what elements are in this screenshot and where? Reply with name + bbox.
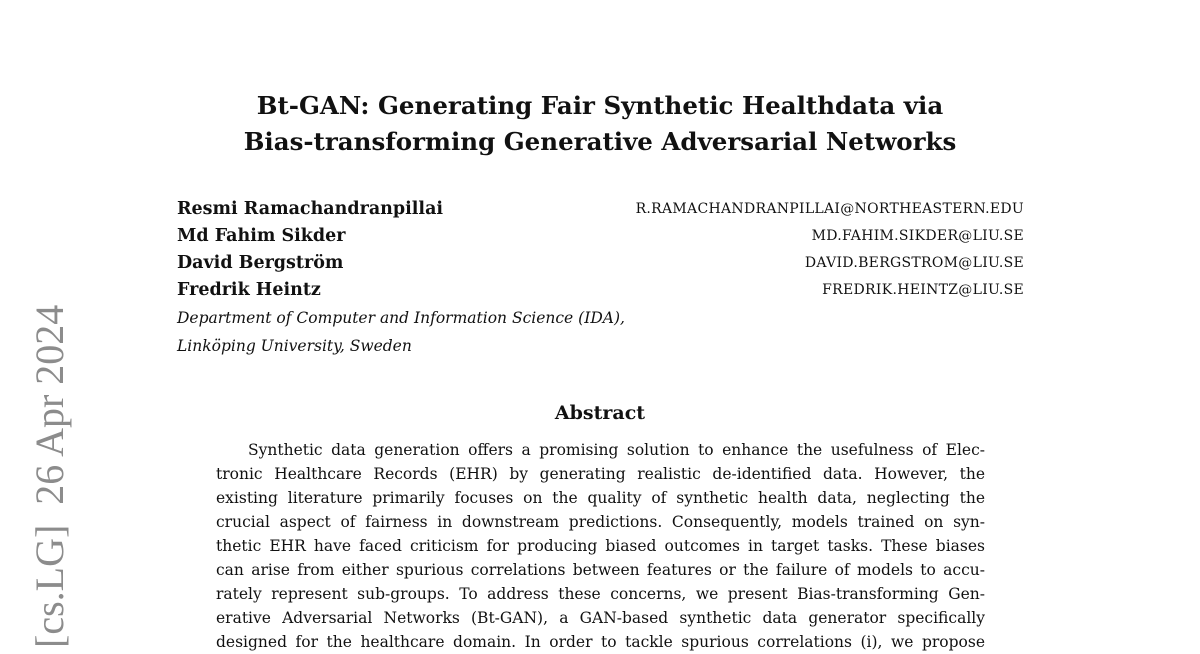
- affiliation-line-1: Department of Computer and Information Science (IDA),: [177, 309, 625, 327]
- author-row: [177, 196, 1024, 223]
- author-name: Fredrik Heintz: [177, 280, 321, 300]
- arxiv-identifier-stamp: [26, 305, 74, 648]
- paper-title-line-2: Bias-transforming Generative Adversarial Networks: [243, 127, 957, 156]
- author-row: [177, 277, 1024, 304]
- author-row: [177, 223, 1024, 250]
- abstract-line: Synthetic data generation offers a promising solution to enhance the usefulness of Elec-: [248, 441, 985, 459]
- author-name: Resmi Ramachandranpillai: [177, 199, 444, 219]
- paper-title: [0, 88, 1200, 160]
- arxiv-category: [cs.LG]: [27, 524, 72, 648]
- author-email: R.RAMACHANDRANPILLAI@NORTHEASTERN.EDU: [635, 201, 1024, 217]
- abstract-line: rately represent sub-groups. To address these concerns, we present Bias-transforming Gen-: [216, 585, 985, 603]
- author-row: [177, 250, 1024, 277]
- affiliation: [177, 304, 1024, 360]
- author-email: FREDRIK.HEINTZ@LIU.SE: [822, 282, 1024, 298]
- abstract-line: designed for the healthcare domain. In order to tackle spurious correlations (i), we propose: [216, 633, 985, 651]
- abstract-line: crucial aspect of fairness in downstream predictions. Consequently, models trained on syn-: [216, 513, 985, 531]
- abstract-heading: Abstract: [554, 402, 646, 424]
- affiliation-line-2: Linköping University, Sweden: [177, 337, 412, 355]
- arxiv-date: 26 Apr 2024: [27, 304, 72, 505]
- abstract-line: erative Adversarial Networks (Bt-GAN), a GAN-based synthetic data generator specifically: [216, 609, 985, 627]
- author-name: David Bergström: [177, 253, 344, 273]
- abstract-line: can arise from either spurious correlations between features or the failure of models to accu-: [216, 561, 985, 579]
- abstract-line: thetic EHR have faced criticism for producing biased outcomes in target tasks. These biases: [216, 537, 985, 555]
- abstract-body: [216, 438, 985, 654]
- paper-title-line-1: Bt-GAN: Generating Fair Synthetic Healthdata via: [256, 91, 944, 120]
- abstract-line: existing literature primarily focuses on the quality of synthetic health data, neglecting the: [216, 489, 985, 507]
- author-email: DAVID.BERGSTROM@LIU.SE: [804, 255, 1024, 271]
- abstract-line: tronic Healthcare Records (EHR) by generating realistic de-identified data. However, the: [216, 465, 985, 483]
- author-block: [177, 196, 1024, 360]
- author-name: Md Fahim Sikder: [177, 226, 346, 246]
- author-email: MD.FAHIM.SIKDER@LIU.SE: [811, 228, 1024, 244]
